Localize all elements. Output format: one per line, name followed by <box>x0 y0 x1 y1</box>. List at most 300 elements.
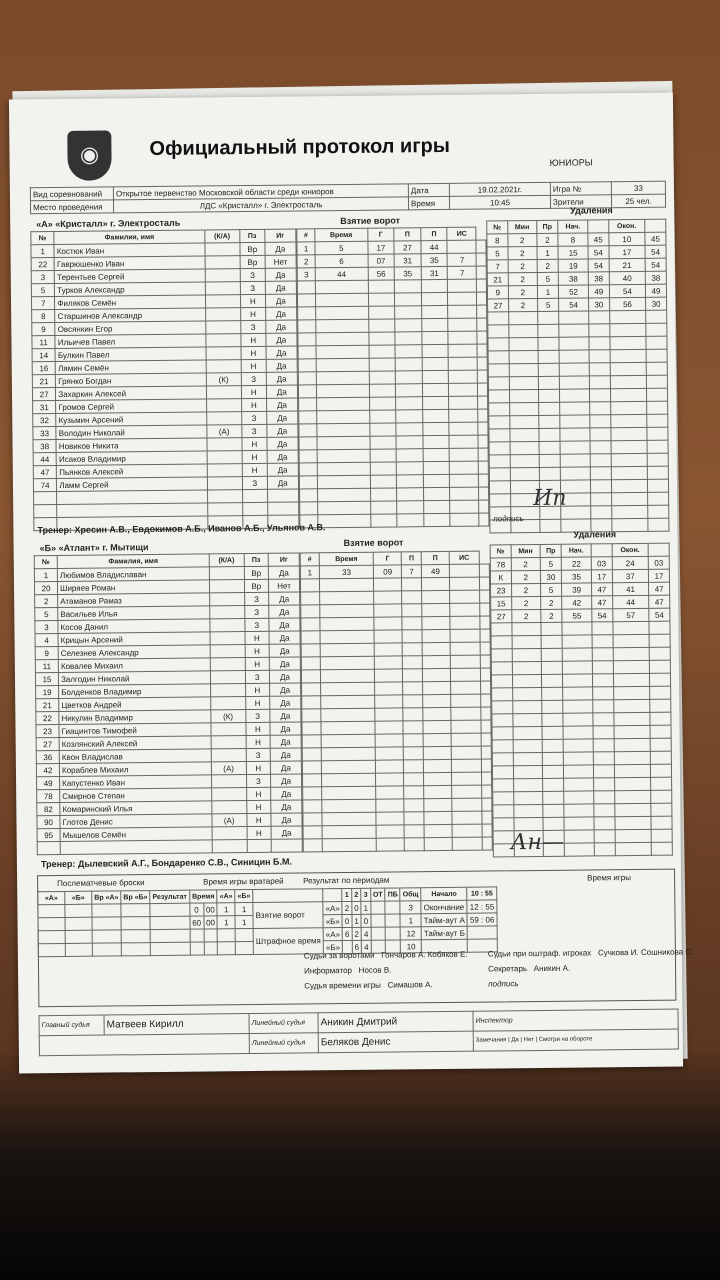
table-cell <box>368 319 395 332</box>
table-cell: 8 <box>487 234 508 247</box>
table-cell <box>298 359 316 372</box>
table-cell: 2 <box>508 259 537 272</box>
table-cell: 47 <box>649 582 670 595</box>
table-cell: Н <box>241 333 266 346</box>
table-cell <box>564 817 594 830</box>
table-cell <box>395 332 422 345</box>
gk-cell: 00 <box>203 903 217 916</box>
period-cell: 10 <box>401 940 422 953</box>
table-cell <box>650 699 671 712</box>
table-cell: Да <box>269 592 300 605</box>
table-cell <box>590 428 611 441</box>
table-cell <box>592 648 613 661</box>
table-cell <box>477 331 487 344</box>
official-name: Носов В. <box>358 965 392 975</box>
gk-cell: 1 <box>235 902 253 915</box>
table-cell <box>542 739 564 752</box>
table-cell <box>449 435 478 448</box>
table-cell: 47 <box>592 596 613 609</box>
table-cell: 27 <box>32 388 55 401</box>
table-cell <box>492 727 513 740</box>
table-cell: Нет <box>269 579 300 592</box>
table-cell: 33 <box>33 427 56 440</box>
table-cell: Да <box>267 437 298 450</box>
table-cell <box>299 424 317 437</box>
table-cell <box>489 416 510 429</box>
table-cell <box>395 280 422 293</box>
table-cell: З <box>242 411 267 424</box>
team-b-penalties <box>490 543 673 858</box>
table-cell <box>395 319 422 332</box>
table-cell <box>509 376 538 389</box>
table-cell <box>302 774 321 787</box>
period-cell: «А» <box>323 902 342 915</box>
table-cell <box>206 347 241 360</box>
table-cell <box>302 696 321 709</box>
table-cell <box>404 786 424 799</box>
table-cell <box>206 412 241 425</box>
table-cell <box>424 824 452 837</box>
gk-cell: 1 <box>235 915 253 928</box>
column-header: Мин <box>508 220 537 233</box>
table-cell <box>298 385 316 398</box>
team-a-pen-title: Удаления <box>570 205 613 216</box>
column-header: Результат <box>150 890 190 903</box>
table-cell: 36 <box>36 751 59 764</box>
table-cell <box>646 336 667 349</box>
table-cell: Грянко Богдан <box>56 373 206 388</box>
table-cell <box>647 414 668 427</box>
table-cell: Козлянский Алексей <box>59 736 211 751</box>
table-cell <box>564 765 594 778</box>
table-cell <box>316 345 369 359</box>
table-cell: Васильев Илья <box>58 606 210 621</box>
table-cell <box>493 792 514 805</box>
table-cell <box>212 801 247 814</box>
table-cell <box>493 779 514 792</box>
table-cell: 2 <box>508 285 537 298</box>
table-cell: 09 <box>374 565 402 578</box>
referees-table <box>39 1009 679 1057</box>
column-header: «А» <box>38 891 65 904</box>
table-cell: Капустенко Иван <box>60 775 212 790</box>
column-header <box>591 544 612 557</box>
table-cell <box>207 451 242 464</box>
table-cell <box>649 647 670 660</box>
team-a-name: «А» «Кристалл» г. Электросталь <box>36 217 181 230</box>
table-cell <box>395 345 422 358</box>
table-cell: З <box>241 320 266 333</box>
table-cell <box>207 477 242 490</box>
table-cell <box>647 401 668 414</box>
table-cell <box>317 475 370 489</box>
table-cell <box>211 749 246 762</box>
table-cell: 7 <box>31 297 54 310</box>
table-cell <box>375 695 403 708</box>
table-cell: Н <box>247 826 272 839</box>
table-cell <box>369 410 396 423</box>
table-cell <box>593 778 614 791</box>
table-cell <box>594 817 615 830</box>
table-cell <box>37 842 60 855</box>
table-cell <box>370 449 397 462</box>
table-cell: Глотов Денис <box>60 814 212 829</box>
table-cell: Да <box>271 787 302 800</box>
table-cell <box>301 644 320 657</box>
table-cell: Костюк Иван <box>54 243 204 258</box>
table-cell <box>512 674 541 687</box>
table-cell <box>451 707 481 720</box>
table-cell: З <box>245 709 270 722</box>
period-cell <box>371 927 386 940</box>
table-cell <box>448 331 477 344</box>
table-cell <box>302 735 321 748</box>
table-cell <box>509 402 538 415</box>
table-cell: 5 <box>31 284 54 297</box>
table-cell <box>422 629 450 642</box>
place-value: ЛДС «Кристалл» г. Электросталь <box>113 197 408 213</box>
table-cell: 24 <box>612 556 649 569</box>
period-cell: «Б» <box>323 915 342 928</box>
table-cell: Ильичев Павел <box>55 334 205 349</box>
table-cell <box>561 467 591 480</box>
table-cell: 31 <box>421 266 448 279</box>
protocol-sheet <box>9 93 694 1074</box>
table-cell <box>449 590 479 603</box>
period-cell: 2 <box>342 901 352 914</box>
table-cell <box>319 578 374 592</box>
table-cell <box>298 346 316 359</box>
table-cell <box>560 415 590 428</box>
team-a-signature: Ип <box>532 485 567 512</box>
table-cell <box>481 707 491 720</box>
table-cell <box>542 726 564 739</box>
table-cell: 21 <box>36 699 59 712</box>
table-cell: Н <box>245 683 270 696</box>
table-cell <box>422 642 450 655</box>
table-cell <box>592 687 613 700</box>
table-cell: 5 <box>537 272 559 285</box>
table-cell <box>509 389 538 402</box>
table-cell: 2 <box>35 595 58 608</box>
table-cell <box>424 513 451 526</box>
table-cell <box>205 256 240 269</box>
table-cell <box>589 389 610 402</box>
table-cell <box>205 321 240 334</box>
table-cell <box>542 713 564 726</box>
column-header <box>588 220 609 233</box>
table-cell <box>452 837 482 850</box>
spectators-label: Зрители <box>550 195 611 209</box>
table-cell <box>369 384 396 397</box>
table-cell <box>450 461 479 474</box>
table-cell <box>447 240 476 253</box>
table-cell: 78 <box>490 558 511 571</box>
gk-cell: 60 <box>190 916 204 929</box>
table-cell <box>451 746 481 759</box>
column-header: Пз <box>244 553 269 566</box>
table-cell <box>538 337 560 350</box>
column-header: П <box>401 552 421 565</box>
table-cell <box>205 243 240 256</box>
table-cell <box>395 358 422 371</box>
table-cell <box>422 318 449 331</box>
table-cell <box>423 448 450 461</box>
column-header: Нач. <box>558 220 588 233</box>
category-label: ЮНИОРЫ <box>549 157 593 168</box>
table-cell: 11 <box>32 336 55 349</box>
table-cell: Ковалев Михаил <box>58 658 210 673</box>
table-cell: 42 <box>36 764 59 777</box>
table-cell <box>422 331 449 344</box>
table-cell <box>396 449 423 462</box>
table-cell <box>374 604 402 617</box>
table-cell: З <box>244 605 269 618</box>
column-header: П <box>421 551 449 564</box>
table-cell <box>594 843 615 856</box>
table-cell <box>375 656 403 669</box>
table-cell <box>450 448 479 461</box>
table-cell <box>477 318 487 331</box>
table-cell <box>374 617 402 630</box>
table-cell <box>301 631 320 644</box>
table-cell: 38 <box>645 271 666 284</box>
table-cell: 35 <box>394 267 421 280</box>
table-cell <box>592 674 613 687</box>
table-cell <box>479 474 489 487</box>
table-cell <box>648 518 669 531</box>
table-cell <box>512 661 541 674</box>
game-number: 33 <box>611 181 665 195</box>
table-cell: Пьянков Алексей <box>57 464 207 479</box>
table-cell: 2 <box>537 233 559 246</box>
column-header: # <box>297 229 315 242</box>
table-cell: 3 <box>297 268 315 281</box>
table-cell <box>509 324 538 337</box>
team-a-goals-title: Взятие ворот <box>340 215 401 227</box>
table-cell: 47 <box>649 595 670 608</box>
goal-row <box>300 513 489 528</box>
table-cell <box>321 734 376 748</box>
table-cell: 27 <box>488 299 509 312</box>
table-cell <box>481 694 491 707</box>
table-cell <box>590 493 611 506</box>
column-header: «А» <box>217 890 235 903</box>
table-cell <box>210 671 245 684</box>
table-cell: Турков Александр <box>55 282 205 297</box>
remarks-label: Замечания <box>475 1037 507 1044</box>
period-cell: 6 <box>342 927 352 940</box>
table-cell: Да <box>271 800 302 813</box>
table-cell <box>650 751 671 764</box>
table-cell: 1 <box>300 566 319 579</box>
table-cell: 14 <box>32 349 55 362</box>
table-cell <box>493 805 514 818</box>
column-header: Время <box>189 890 217 903</box>
table-cell <box>450 487 479 500</box>
table-cell <box>559 363 589 376</box>
table-cell: 21 <box>32 375 55 388</box>
table-cell: 8 <box>558 233 588 246</box>
table-cell <box>211 736 246 749</box>
table-cell <box>423 500 450 513</box>
table-cell <box>423 746 451 759</box>
table-cell <box>611 505 648 518</box>
table-cell <box>321 708 376 722</box>
table-cell <box>489 429 510 442</box>
table-cell <box>481 681 491 694</box>
table-cell: 11 <box>35 660 58 673</box>
table-cell <box>542 778 564 791</box>
table-cell <box>480 629 490 642</box>
column-header <box>645 219 666 232</box>
table-cell <box>322 812 377 826</box>
column-header: ИС <box>449 551 479 564</box>
table-cell <box>303 800 322 813</box>
table-cell <box>318 488 371 502</box>
table-cell <box>646 310 667 323</box>
table-cell <box>481 733 491 746</box>
table-cell <box>376 760 404 773</box>
line-referee-2: Беляков Денис <box>318 1031 473 1053</box>
period-cell: 2 <box>352 927 362 940</box>
table-cell: 42 <box>562 596 592 609</box>
table-cell <box>482 785 492 798</box>
table-cell: 44 <box>612 595 649 608</box>
table-cell <box>491 636 512 649</box>
table-cell <box>478 448 488 461</box>
period-cell <box>386 927 401 940</box>
shootout-title: Послематчевые броски <box>57 878 145 889</box>
table-cell: 5 <box>35 608 58 621</box>
table-cell <box>509 350 538 363</box>
table-cell: З <box>244 592 269 605</box>
table-cell <box>368 280 395 293</box>
table-cell: Да <box>266 346 297 359</box>
column-header: Фамилия, имя <box>57 554 209 569</box>
table-cell <box>590 454 611 467</box>
table-cell: З <box>244 618 269 631</box>
table-cell <box>478 370 488 383</box>
game-label: Игра № <box>550 182 611 196</box>
table-cell <box>479 500 489 513</box>
table-cell: 27 <box>394 241 421 254</box>
table-cell: 54 <box>645 245 666 258</box>
table-cell <box>512 635 541 648</box>
table-cell <box>299 476 317 489</box>
table-cell: (К) <box>206 373 241 386</box>
table-cell: 1 <box>31 245 54 258</box>
table-cell <box>374 578 402 591</box>
table-cell: 15 <box>558 246 588 259</box>
table-cell <box>404 799 424 812</box>
table-cell <box>402 591 422 604</box>
table-cell: Н <box>240 294 265 307</box>
table-cell: 4 <box>35 634 58 647</box>
table-cell <box>651 803 672 816</box>
table-cell <box>449 357 478 370</box>
table-cell <box>396 436 423 449</box>
table-cell: Н <box>246 787 271 800</box>
table-cell: 15 <box>491 597 512 610</box>
table-cell <box>210 645 245 658</box>
table-cell <box>449 422 478 435</box>
table-cell <box>206 334 241 347</box>
table-cell <box>477 305 487 318</box>
table-cell <box>562 648 592 661</box>
table-cell: Да <box>268 566 299 579</box>
column-header: Пр <box>540 544 562 557</box>
table-cell <box>422 590 450 603</box>
table-cell <box>646 349 667 362</box>
table-cell <box>451 759 481 772</box>
table-cell <box>488 351 509 364</box>
column-header: Общ <box>400 888 421 901</box>
table-cell: Болденков Владимир <box>59 684 211 699</box>
table-cell <box>404 760 424 773</box>
table-cell: 8 <box>32 310 55 323</box>
table-cell <box>594 830 615 843</box>
table-cell <box>316 358 369 372</box>
table-cell <box>403 708 423 721</box>
table-cell <box>542 765 564 778</box>
table-cell <box>513 726 542 739</box>
table-cell <box>562 622 592 635</box>
table-cell: 2 <box>540 596 562 609</box>
table-cell <box>512 648 541 661</box>
table-cell <box>267 489 298 502</box>
table-cell <box>376 812 404 825</box>
table-cell: 1 <box>34 569 57 582</box>
table-cell <box>650 686 671 699</box>
table-cell: 82 <box>37 803 60 816</box>
table-cell <box>611 492 648 505</box>
table-cell: Н <box>240 307 265 320</box>
table-cell <box>402 643 422 656</box>
table-cell <box>492 766 513 779</box>
table-cell <box>615 842 652 855</box>
table-cell <box>592 635 613 648</box>
table-cell <box>477 292 487 305</box>
table-cell <box>613 621 650 634</box>
table-cell <box>303 813 322 826</box>
table-cell <box>594 791 615 804</box>
table-cell: 90 <box>37 816 60 829</box>
page-title: Официальный протокол игры <box>149 134 451 161</box>
remarks-no: Нет <box>523 1037 534 1044</box>
table-cell: Да <box>266 372 297 385</box>
table-cell <box>651 790 672 803</box>
table-cell <box>402 604 422 617</box>
table-cell <box>375 669 403 682</box>
column-header: 2 <box>351 888 361 901</box>
period-cell: 1 <box>361 901 371 914</box>
table-cell <box>564 830 594 843</box>
table-cell <box>563 726 593 739</box>
table-cell <box>450 629 480 642</box>
team-a-goals <box>296 227 489 529</box>
table-cell <box>450 668 480 681</box>
line1-label: Линейный судья <box>249 1013 318 1034</box>
table-cell <box>448 344 477 357</box>
table-cell <box>321 773 376 787</box>
table-cell <box>297 294 315 307</box>
team-b-roster <box>34 552 303 855</box>
official-name: Симашов А. <box>387 980 433 990</box>
table-cell <box>613 699 650 712</box>
table-cell: 47 <box>33 466 56 479</box>
table-cell <box>478 409 488 422</box>
